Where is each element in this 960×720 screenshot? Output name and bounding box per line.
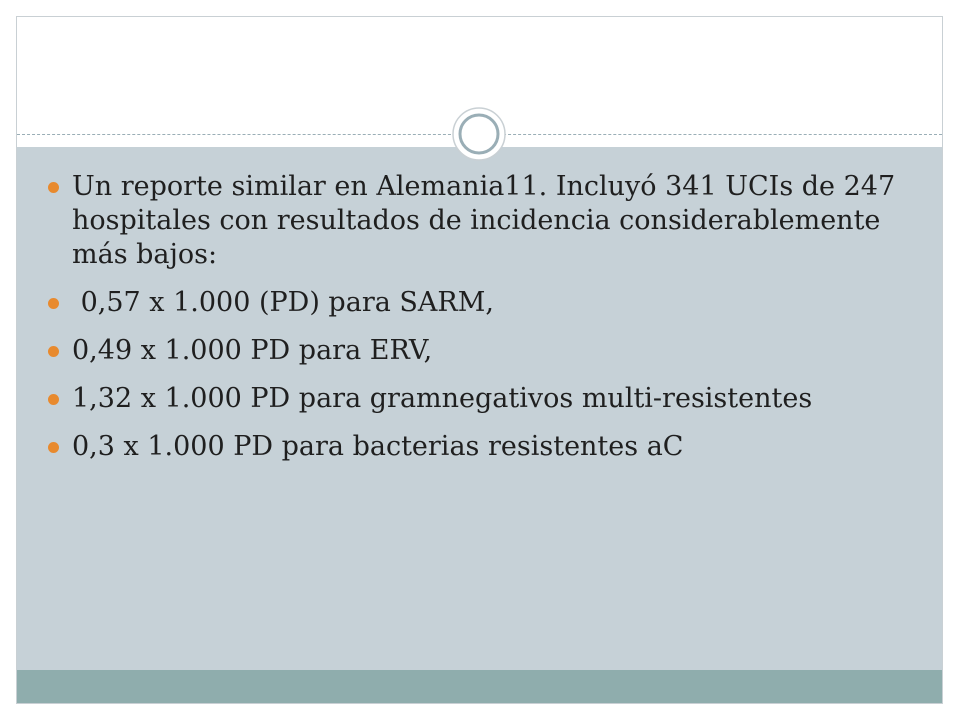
bullet-list <box>48 170 898 478</box>
bullet-text: 0,57 x 1.000 (PD) para SARM, <box>72 287 494 318</box>
list-item <box>48 334 898 368</box>
bullet-text: 0,3 x 1.000 PD para bacterias resistentes aC <box>72 431 684 462</box>
list-item <box>48 382 898 416</box>
bullet-text: 1,32 x 1.000 PD para gramnegativos multi-resistentes <box>72 383 813 414</box>
bullet-icon <box>48 298 59 309</box>
bullet-icon <box>48 442 59 453</box>
circle-ornament-icon <box>451 106 507 162</box>
bullet-icon <box>48 182 59 193</box>
bullet-text: Un reporte similar en Alemania11. Incluyó 341 UCIs de 247 hospitales con resultados de incidencia considerablemente más bajos: <box>72 171 896 270</box>
list-item <box>48 430 898 464</box>
list-item <box>48 286 898 320</box>
bullet-icon <box>48 346 59 357</box>
bullet-text: 0,49 x 1.000 PD para ERV, <box>72 335 433 366</box>
bullet-icon <box>48 394 59 405</box>
list-item <box>48 170 898 272</box>
footer-band <box>17 670 942 703</box>
